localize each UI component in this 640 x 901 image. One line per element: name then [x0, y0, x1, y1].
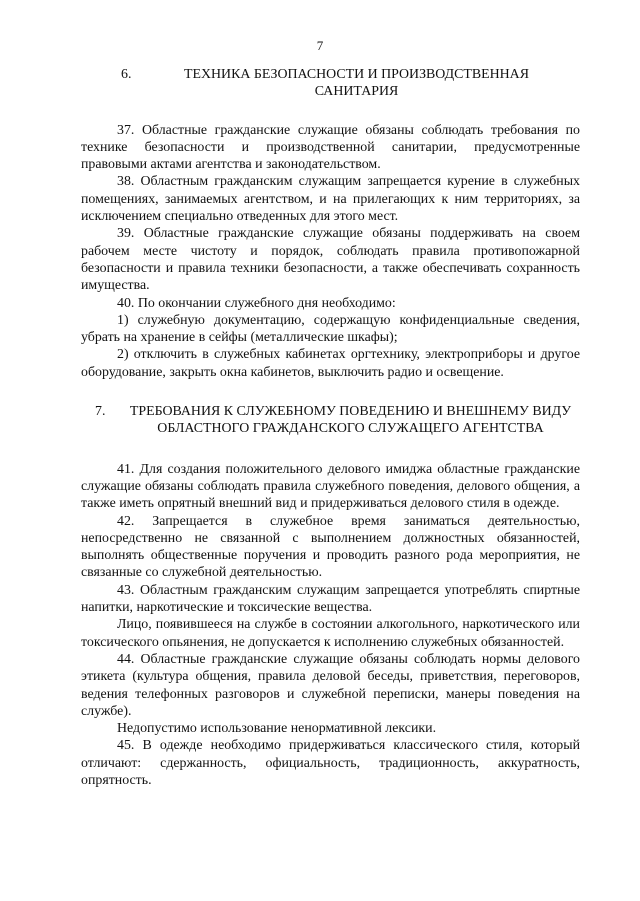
section-heading-7 — [81, 403, 580, 438]
section-title: ТЕХНИКА БЕЗОПАСНОСТИ И ПРОИЗВОДСТВЕННАЯ САНИТАРИЯ — [184, 67, 529, 100]
section-number: 6. — [121, 67, 132, 82]
section-title: ТРЕБОВАНИЯ К СЛУЖЕБНОМУ ПОВЕДЕНИЮ И ВНЕШНЕМУ ВИДУ ОБЛАСТНОГО ГРАЖДАНСКОГО СЛУЖАЩЕГО АГЕНТСТВА — [129, 404, 572, 437]
paragraph-43-note: Лицо, появившееся на службе в состоянии алкогольного, наркотического или токсического опьянения, не допускается к исполнению служебных обязанностей. — [81, 617, 580, 650]
section-number: 7. — [95, 404, 106, 420]
document-body — [81, 66, 580, 789]
paragraph-40: 40. По окончании служебного дня необходимо: — [117, 295, 396, 311]
paragraph-40-item-1: 1) служебную документацию, содержащую конфиденциальные сведения, убрать на хранение в сейфы (металлические шкафы); — [81, 312, 580, 346]
page-number: 7 — [316, 38, 324, 53]
paragraph-39: 39. Областные гражданские служащие обязаны поддерживать на своем рабочем месте чистоту и порядок, соблюдать правила противопожарной безопасности и правила техники безопасности, а также обеспечивать сохранность имущества. — [81, 226, 580, 294]
paragraph-42: 42. Запрещается в служебное время заниматься деятельностью, непосредственно не связанной с выполнением должностных обязанностей, выполнять общественные поручения и проводить разного рода мероприятия, не связанные со служебной деятельностью. — [81, 513, 580, 581]
paragraph-44: 44. Областные гражданские служащие обязаны соблюдать нормы делового этикета (культура общения, правила деловой беседы, приветствия, переговоров, ведения телефонных разговоров и служебной переписки, манеры поведения на службе). — [81, 651, 580, 719]
section-heading-6 — [81, 66, 580, 101]
paragraph-43: 43. Областным гражданским служащим запрещается употреблять спиртные напитки, наркотические и токсические вещества. — [81, 582, 580, 616]
paragraph-37: 37. Областные гражданские служащие обязаны соблюдать требования по технике безопасности и производственной санитарии, предусмотренные правовыми актами агентства и законодательством. — [81, 122, 580, 173]
paragraph-40-item-2: 2) отключить в служебных кабинетах оргтехнику, электроприборы и другое оборудование, закрыть окна кабинетов, выключить радио и освещение. — [81, 347, 580, 380]
paragraph-45: 45. В одежде необходимо придерживаться классического стиля, который отличают: сдержанность, официальность, традиционность, аккуратность, опрятность. — [81, 738, 580, 788]
paragraph-41: 41. Для создания положительного делового имиджа областные гражданские служащие обязаны соблюдать правила служебного поведения, делового общения, а также иметь опрятный внешний вид и придерживаться делового стиля в одежде. — [81, 461, 580, 512]
paragraph-38: 38. Областным гражданским служащим запрещается курение в служебных помещениях, занимаемых агентством, и на прилегающих к ним территориях, за исключением специально отведенных для этого мест. — [81, 174, 580, 225]
paragraph-44-note: Недопустимо использование ненормативной лексики. — [117, 721, 437, 737]
